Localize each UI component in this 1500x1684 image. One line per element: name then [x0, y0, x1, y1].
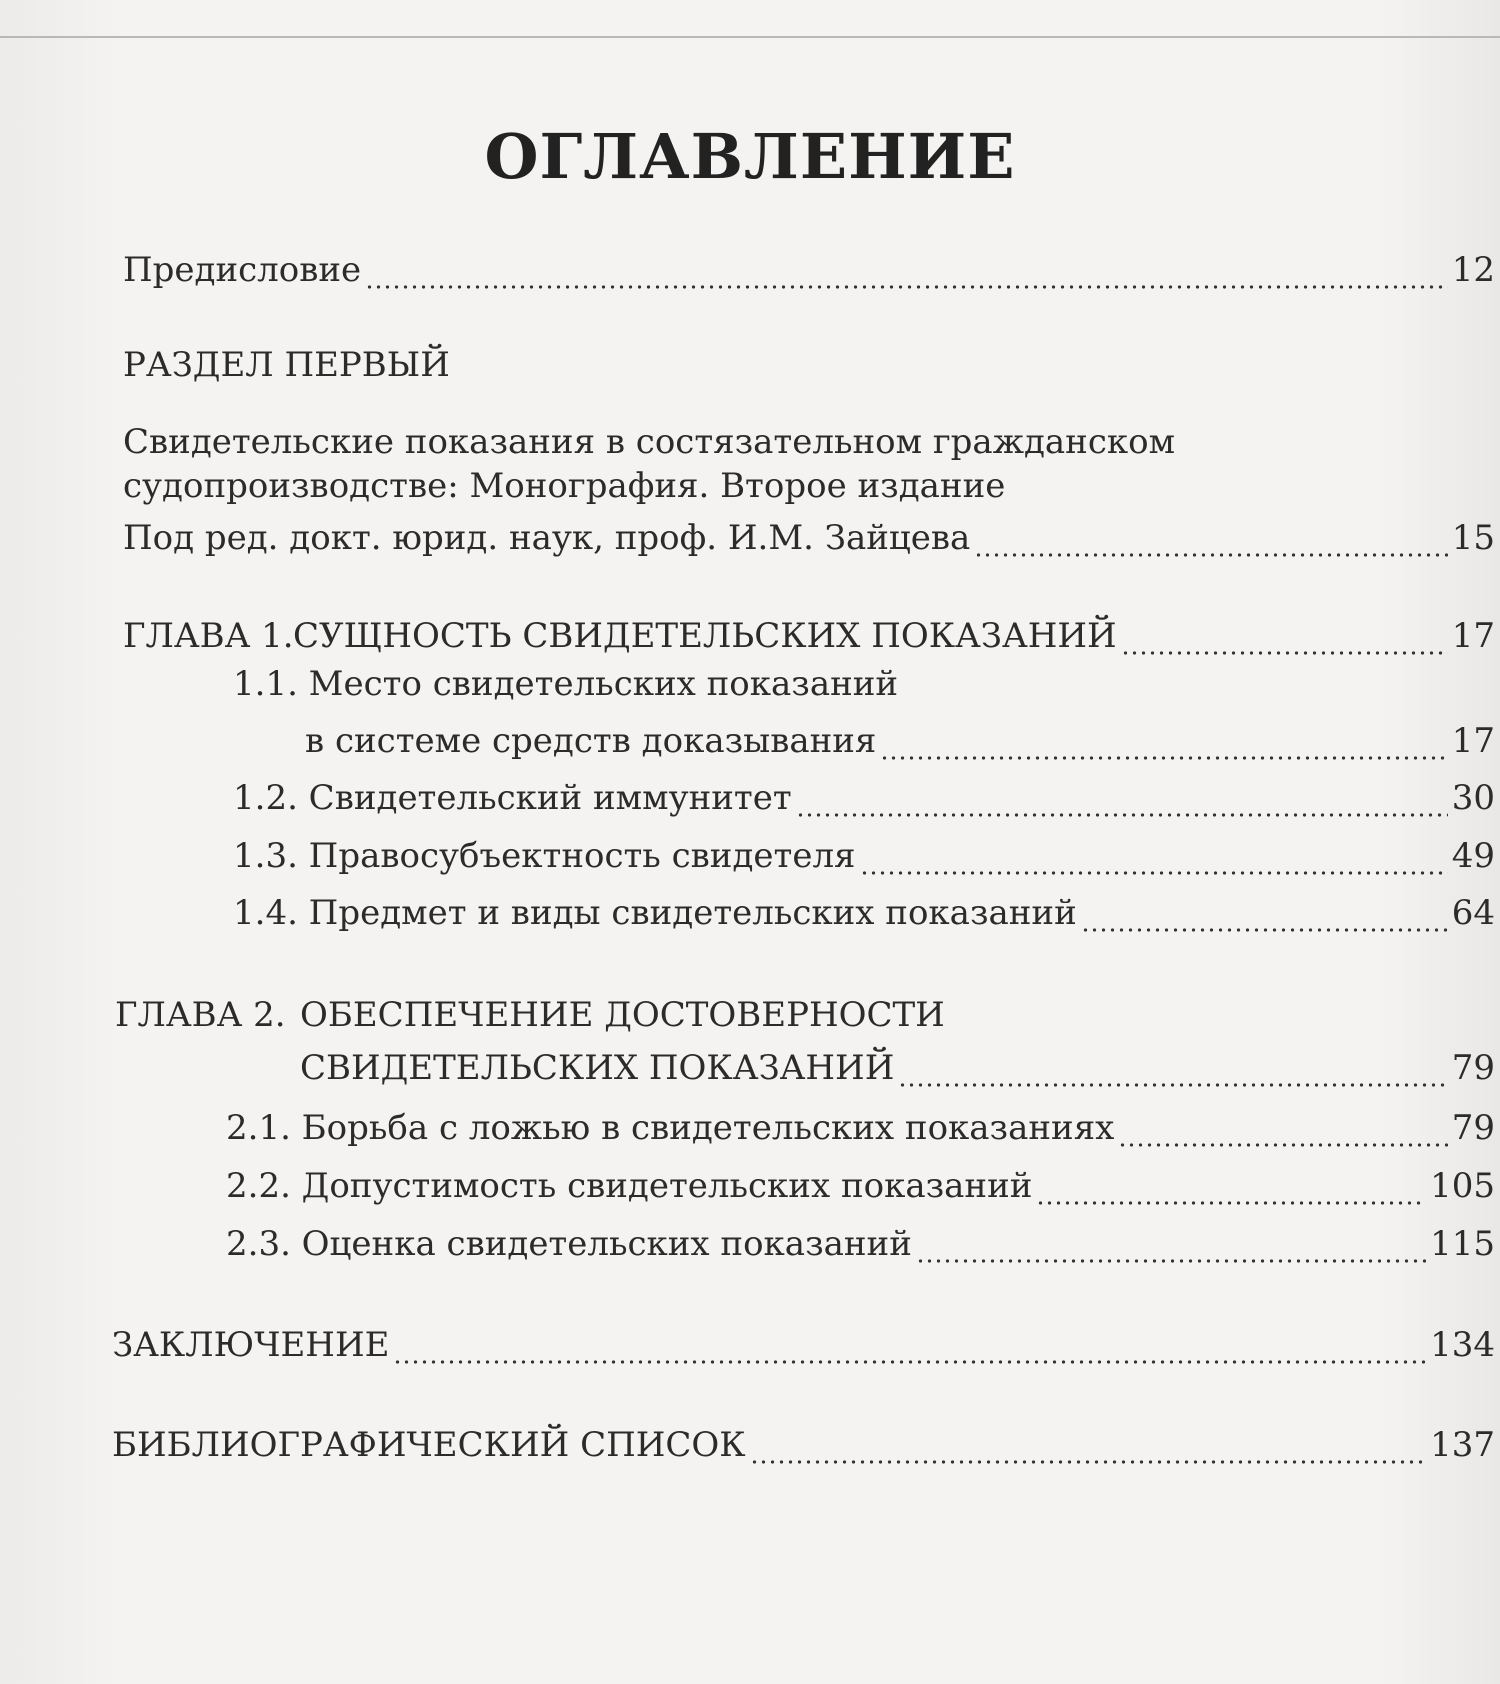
leader-dots: [1036, 1178, 1426, 1206]
leader-dots: [916, 1236, 1426, 1264]
leader-dots: [750, 1437, 1427, 1465]
toc-page-number: 79: [1451, 1048, 1495, 1088]
toc-page-number: 15: [1451, 518, 1495, 558]
part-title-line-2: судопроизводстве: Монография. Второе издание: [123, 466, 1006, 506]
toc-entry-label: СВИДЕТЕЛЬСКИХ ПОКАЗАНИЙ: [300, 1048, 895, 1088]
part-title-line-1: Свидетельские показания в состязательном гражданском: [123, 422, 1176, 462]
toc-entry-s1-2: [233, 778, 1495, 818]
toc-entry-preface: [123, 250, 1495, 290]
toc-entry-s1-1: [305, 721, 1495, 761]
toc-entry-label: 1.2. Свидетельский иммунитет: [233, 778, 792, 818]
leader-dots: [393, 1337, 1426, 1365]
toc-entry-conclusion: [112, 1325, 1495, 1365]
toc-entry-label: 1.4. Предмет и виды свидетельских показаний: [233, 893, 1077, 933]
toc-entry-s1-3: [233, 836, 1495, 876]
toc-entry-s2-1: [226, 1108, 1495, 1148]
toc-entry-chapter-1: [123, 616, 1495, 656]
chapter-2-number: ГЛАВА 2.: [115, 995, 286, 1035]
leader-dots: [898, 1060, 1447, 1088]
toc-entry-label: 2.2. Допустимость свидетельских показаний: [226, 1166, 1033, 1206]
toc-entry-label: 2.1. Борьба с ложью в свидетельских показаниях: [226, 1108, 1115, 1148]
toc-entry-s1-4: [233, 893, 1495, 933]
toc-entry-label: в системе средств доказывания: [305, 721, 877, 761]
toc-entry-label: Под ред. докт. юрид. наук, проф. И.М. Зайцева: [123, 518, 971, 558]
toc-page-number: 115: [1430, 1224, 1495, 1264]
toc-entry-label: СУЩНОСТЬ СВИДЕТЕЛЬСКИХ ПОКАЗАНИЙ: [293, 616, 1117, 656]
page-title: ОГЛАВЛЕНИЕ: [484, 120, 1016, 193]
toc-page-number: 105: [1430, 1166, 1495, 1206]
leader-dots: [796, 790, 1448, 818]
toc-page-number: 79: [1451, 1108, 1495, 1148]
leader-dots: [860, 848, 1448, 876]
toc-entry-bibliography: [112, 1425, 1495, 1465]
leader-dots: [1081, 905, 1448, 933]
toc-entry-chapter-2: [300, 1048, 1495, 1088]
toc-page-number: 64: [1451, 893, 1495, 933]
toc-entry-part-editor: [123, 518, 1495, 558]
header-rule: [0, 36, 1500, 38]
toc-entry-s2-2: [226, 1166, 1495, 1206]
toc-page-number: 49: [1451, 836, 1495, 876]
toc-page-number: 30: [1451, 778, 1495, 818]
toc-entry-s1-1-line-1: 1.1. Место свидетельских показаний: [233, 664, 899, 704]
toc-page-number: 17: [1451, 616, 1495, 656]
part-heading: РАЗДЕЛ ПЕРВЫЙ: [123, 345, 450, 385]
chapter-2-title-line-1: ОБЕСПЕЧЕНИЕ ДОСТОВЕРНОСТИ: [300, 995, 945, 1035]
toc-page-number: 137: [1430, 1425, 1495, 1465]
toc-page-number: 12: [1451, 250, 1495, 290]
leader-dots: [974, 530, 1447, 558]
toc-entry-label: 2.3. Оценка свидетельских показаний: [226, 1224, 912, 1264]
toc-entry-label: БИБЛИОГРАФИЧЕСКИЙ СПИСОК: [112, 1425, 746, 1465]
leader-dots: [1121, 628, 1448, 656]
leader-dots: [880, 733, 1447, 761]
toc-entry-label: ЗАКЛЮЧЕНИЕ: [112, 1325, 390, 1365]
toc-entry-label: 1.3. Правосубъектность свидетеля: [233, 836, 856, 876]
toc-page-number: 17: [1451, 721, 1495, 761]
leader-dots: [365, 262, 1448, 290]
toc-entry-s2-3: [226, 1224, 1495, 1264]
chapter-number: ГЛАВА 1.: [123, 616, 294, 656]
toc-entry-label: Предисловие: [123, 250, 362, 290]
leader-dots: [1118, 1120, 1447, 1148]
toc-page-number: 134: [1430, 1325, 1495, 1365]
